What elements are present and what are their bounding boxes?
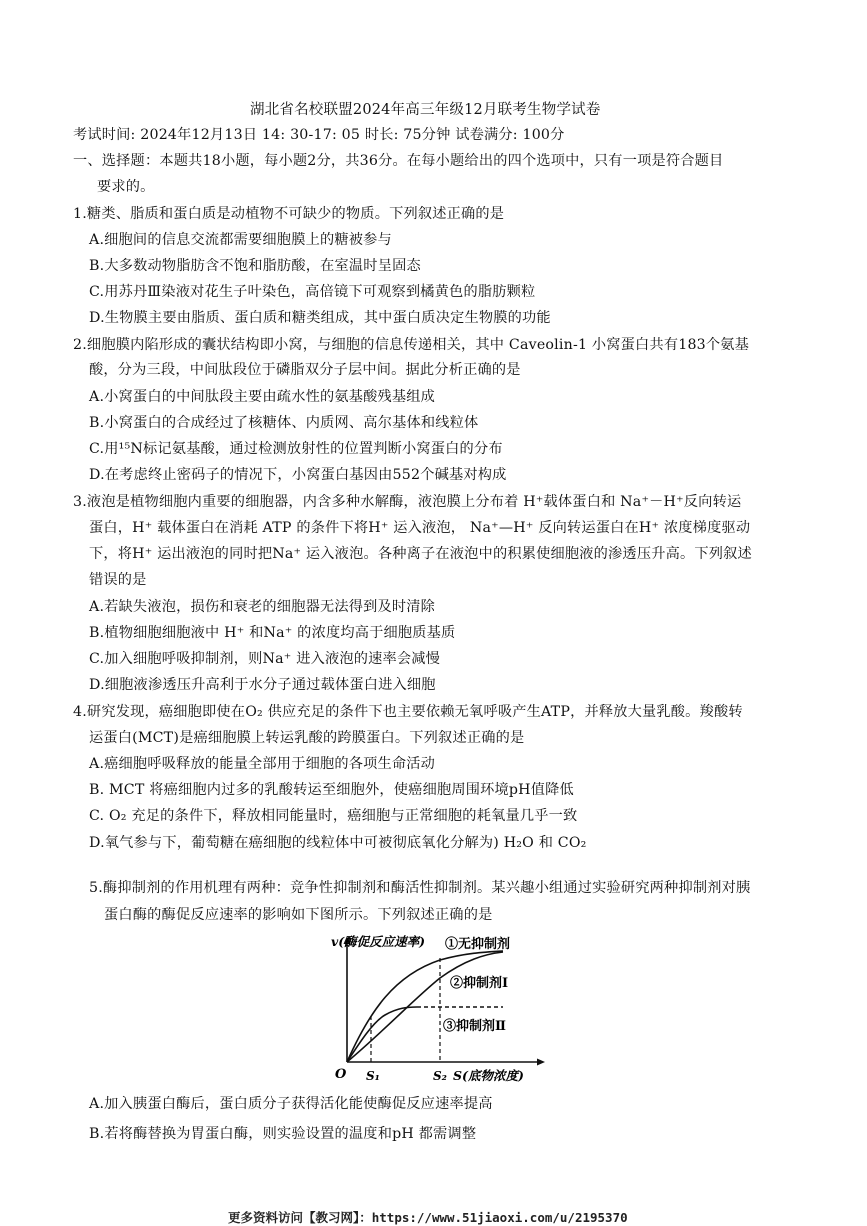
q4-stem-line1: 4.研究发现，癌细胞即使在O₂ 供应充足的条件下也主要依赖无氧呼吸产生ATP，并释放大量乳酸。羧酸转: [73, 704, 743, 720]
q5-stem-line2: 蛋白酶的酶促反应速率的影响如下图所示。下列叙述正确的是: [104, 907, 493, 923]
q3-stem-line2: 蛋白，H⁺ 载体蛋白在消耗 ATP 的条件下将H⁺ 运入液泡， Na⁺—H⁺ 反向转运蛋白在H⁺ 浓度梯度驱动: [89, 520, 751, 536]
enzyme-rate-figure: [325, 930, 555, 1090]
exam-info: 考试时间: 2024年12月13日 14: 30-17: 05 时长: 75分钟 试卷满分: 100分: [73, 127, 565, 143]
q2-option-c: C.用¹⁵N标记氨基酸，通过检测放射性的位置判断小窝蛋白的分布: [89, 441, 503, 457]
q1-stem: 1.糖类、脂质和蛋白质是动植物不可缺少的物质。下列叙述正确的是: [73, 206, 505, 222]
q3-option-c: C.加入细胞呼吸抑制剂，则Na⁺ 进入液泡的速率会减慢: [89, 651, 441, 667]
q1-option-a: A.细胞间的信息交流都需要细胞膜上的糖被参与: [89, 232, 392, 248]
q2-option-a: A.小窝蛋白的中间肽段主要由疏水性的氨基酸残基组成: [89, 389, 436, 405]
q4-option-a: A.癌细胞呼吸释放的能量全部用于细胞的各项生命活动: [89, 756, 436, 772]
q3-stem-line3: 下，将H⁺ 运出液泡的同时把Na⁺ 运入液泡。各种离子在液泡中的积累使细胞液的渗透压升高。下列叙述: [89, 546, 752, 562]
x-axis-arrow: [537, 1059, 545, 1066]
x-axis-label: S(底物浓度): [453, 1068, 524, 1083]
section-heading-cont: 要求的。: [97, 179, 155, 195]
curve-2-label: ②抑制剂Ⅰ: [450, 976, 509, 991]
q2-option-b: B.小窝蛋白的合成经过了核糖体、内质网、高尔基体和线粒体: [89, 415, 479, 431]
curve-1-label: ①无抑制剂: [445, 937, 511, 952]
q2-stem-line2: 酸，分为三段，中间肽段位于磷脂双分子层中间。据此分析正确的是: [89, 362, 521, 378]
q3-option-b: B.植物细胞细胞液中 H⁺ 和Na⁺ 的浓度均高于细胞质基质: [89, 625, 456, 641]
q5-option-b: B.若将酶替换为胃蛋白酶，则实验设置的温度和pH 都需调整: [89, 1126, 477, 1142]
origin-label: O: [335, 1067, 347, 1082]
q5-option-a: A.加入胰蛋白酶后，蛋白质分子获得活化能使酶促反应速率提高: [89, 1096, 493, 1112]
q2-stem-line1: 2.细胞膜内陷形成的囊状结构即小窝，与细胞的信息传递相关，其中 Caveolin-1 小窝蛋白共有183个氨基: [73, 337, 750, 353]
q3-stem-line1: 3.液泡是植物细胞内重要的细胞器，内含多种水解酶，液泡膜上分布着 H⁺载体蛋白和 Na⁺－H⁺反向转运: [73, 494, 742, 510]
s1-label: S₁: [366, 1069, 380, 1083]
q3-stem-line4: 错误的是: [89, 572, 147, 588]
curve-3-label: ③抑制剂Ⅱ: [443, 1019, 506, 1034]
y-axis-label: v(酶促反应速率): [331, 934, 426, 949]
q4-option-d: D.氧气参与下，葡萄糖在癌细胞的线粒体中可被彻底氧化分解为) H₂O 和 CO₂: [89, 835, 587, 851]
q1-option-c: C.用苏丹Ⅲ染液对花生子叶染色，高倍镜下可观察到橘黄色的脂肪颗粒: [89, 284, 536, 300]
q3-option-d: D.细胞液渗透压升高利于水分子通过载体蛋白进入细胞: [89, 677, 436, 693]
s2-label: S₂: [433, 1069, 447, 1083]
q1-option-b: B.大多数动物脂肪含不饱和脂肪酸，在室温时呈固态: [89, 258, 421, 274]
section-heading: 一、选择题：本题共18小题，每小题2分，共36分。在每小题给出的四个选项中，只有一项是符合题目: [73, 153, 724, 169]
q4-stem-line2: 运蛋白(MCT)是癌细胞膜上转运乳酸的跨膜蛋白。下列叙述正确的是: [89, 730, 525, 746]
q5-stem-line1: 5.酶抑制剂的作用机理有两种：竞争性抑制剂和酶活性抑制剂。某兴趣小组通过实验研究两种抑制剂对胰: [89, 880, 751, 896]
q4-option-b: B. MCT 将癌细胞内过多的乳酸转运至细胞外，使癌细胞周围环境pH值降低: [89, 782, 574, 798]
q2-option-d: D.在考虑终止密码子的情况下，小窝蛋白基因由552个碱基对构成: [89, 467, 507, 483]
q3-option-a: A.若缺失液泡，损伤和衰老的细胞器无法得到及时清除: [89, 599, 436, 615]
q4-option-c: C. O₂ 充足的条件下，释放相同能量时，癌细胞与正常细胞的耗氧量几乎一致: [89, 808, 578, 824]
q1-option-d: D.生物膜主要由脂质、蛋白质和糖类组成，其中蛋白质决定生物膜的功能: [89, 310, 551, 326]
exam-title: 湖北省名校联盟2024年高三年级12月联考生物学试卷: [250, 102, 601, 118]
footer-link[interactable]: 更多资料访问【教习网】：https://www.51jiaoxi.com/u/2195370: [228, 1210, 628, 1225]
